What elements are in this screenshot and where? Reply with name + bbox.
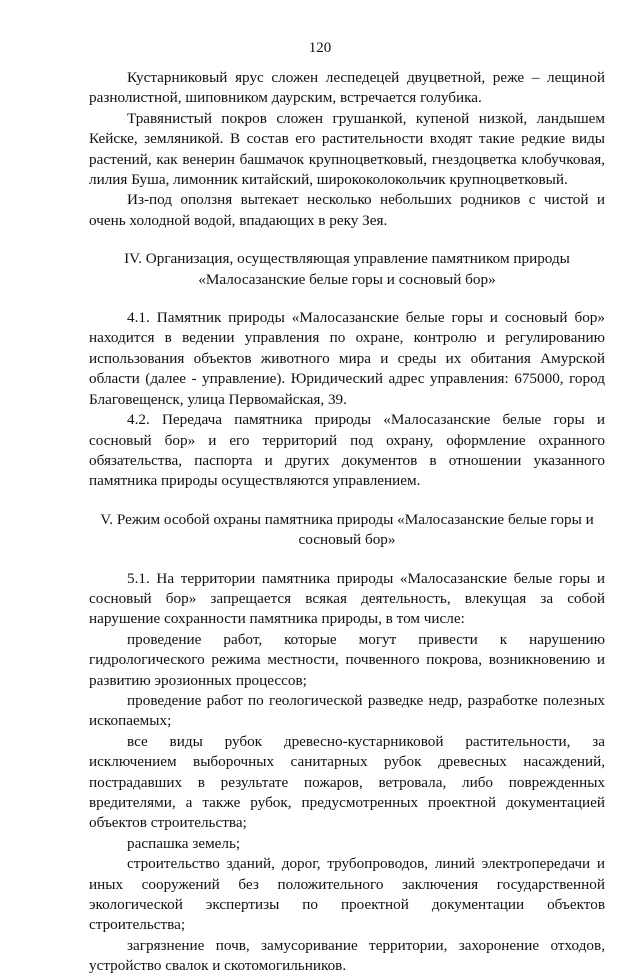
section-heading-iv: IV. Организация, осуществляющая управление памятником природы «Малосазанские белые горы и сосновый бор» <box>124 250 570 288</box>
list-item: загрязнение почв, замусоривание территории, захоронение отходов, устройство свалок и скотомогильников. <box>89 936 605 975</box>
paragraph: 5.1. На территории памятника природы «Малосазанские белые горы и сосновый бор» запрещается всякая деятельность, влекущая за собой нарушение сохранности памятника природы, в том числе: <box>89 569 605 628</box>
list-item: проведение работ по геологической разведке недр, разработке полезных ископаемых; <box>89 691 605 730</box>
paragraph: Кустарниковый ярус сложен леспедецей двуцветной, реже – лещиной разнолистной, шиповником даурским, встречается голубика. <box>89 69 605 107</box>
page-number: 120 <box>308 40 332 56</box>
paragraph: 4.2. Передача памятника природы «Малосазанские белые горы и сосновый бор» и его территорий под охрану, оформление охранного обязательства, паспорта и других документов в отношении указанного памятника природы осуществляются управлением. <box>89 411 605 490</box>
list-item: строительство зданий, дорог, трубопроводов, линий электропередачи и иных сооружений без положительного заключения государственной экологической экспертизы по проектной документации объектов строительства; <box>89 855 605 934</box>
section-heading-v: V. Режим особой охраны памятника природы «Малосазанские белые горы и сосновый бор» <box>100 510 594 549</box>
list-item: распашка земель; <box>127 834 241 852</box>
list-item: проведение работ, которые могут привести к нарушению гидрологического режима местности, почвенного покрова, возникновению и развитию эрозионных процессов; <box>89 630 605 689</box>
list-item: все виды рубок древесно-кустарниковой растительности, за исключением выборочных санитарных рубок древесных насаждений, пострадавших в результате пожаров, ветровала, либо поврежденных вредителями, а также рубок, предусмотренных проектной документацией объектов строительства; <box>89 732 605 832</box>
paragraph: 4.1. Памятник природы «Малосазанские белые горы и сосновый бор» находится в ведении управления по охране, контролю и регулированию использования объектов животного мира и среды их обитания Амурской области (далее - управление). Юридический адрес управления: 675000, город Благовещенск, улица Первомайская, 39. <box>89 309 605 408</box>
paragraph: Из-под оползня вытекает несколько небольших родников с чистой и очень холодной водой, впадающих в реку Зея. <box>89 191 605 229</box>
paragraph: Травянистый покров сложен грушанкой, купеной низкой, ландышем Кейске, земляникой. В состав его растительности входят такие редкие виды растений, как венерин башмачок крупноцветковый, гнездоцветка клобучковая, лилия Буша, лимонник китайский, ширококолокольчик крупноцветковый. <box>89 109 605 189</box>
document-body <box>89 68 605 977</box>
